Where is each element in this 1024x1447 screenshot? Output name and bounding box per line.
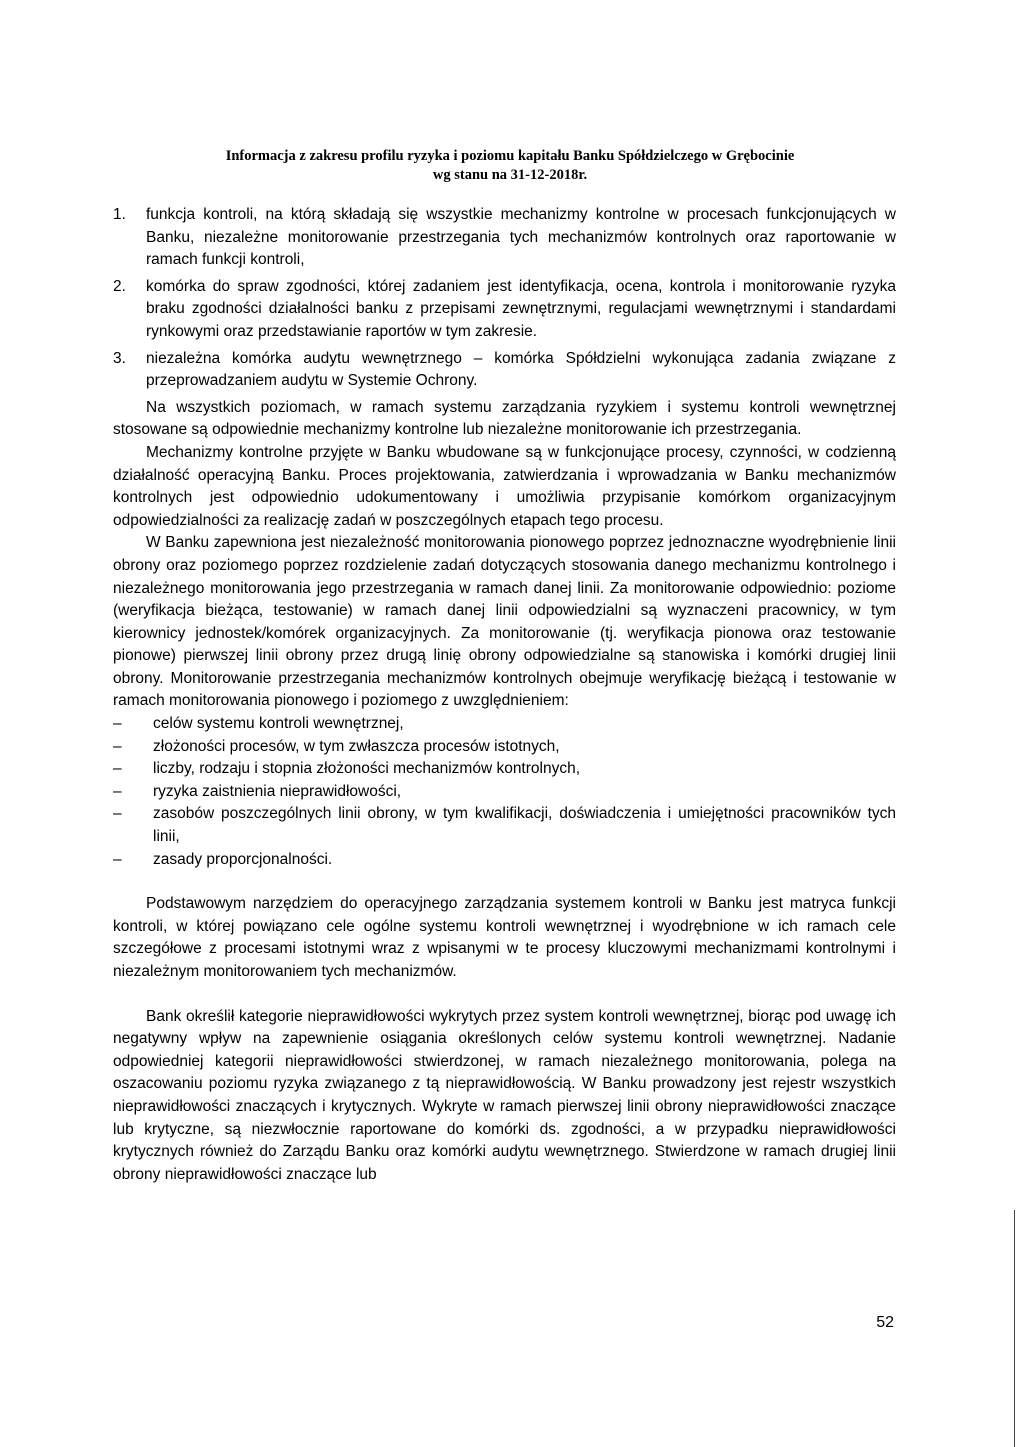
- paragraph-control-matrix: Podstawowym narzędziem do operacyjnego zarządzania systemem kontroli w Banku jest matryca funkcji kontroli, w której powiązano cele ogólne systemu kontroli wewnętrznej i wyodrębnione w ich ramach cele szczegółowe z procesami istotnymi wraz z wpisanymi w te procesy kluczowymi mechanizmami kontrolnymi i niezależnym monitorowaniem tych mechanizmów.: [113, 895, 896, 980]
- header-date: wg stanu na 31-12-2018r.: [432, 167, 588, 183]
- dash-list-item: [113, 803, 896, 848]
- list-item-text: niezależna komórka audytu wewnętrznego – komórka Spółdzielni wykonująca zadania związane z przeprowadzaniem audytu w Systemie Ochrony.: [146, 349, 896, 390]
- dash-bullet: –: [113, 760, 122, 778]
- dash-list: [113, 713, 896, 871]
- dash-list-item: [113, 781, 896, 804]
- dash-bullet: –: [113, 850, 122, 868]
- dash-list-item: [113, 713, 896, 736]
- dash-item-text: zasobów poszczególnych linii obrony, w tym kwalifikacji, doświadczenia i umiejętności pracowników tych linii,: [153, 805, 896, 846]
- scan-edge-line: [1014, 1210, 1015, 1447]
- list-item-number: 2.: [113, 277, 126, 295]
- dash-item-text: zasady proporcjonalności.: [153, 850, 333, 868]
- document-header: [160, 147, 860, 185]
- list-item-number: 3.: [113, 349, 126, 367]
- list-item-text: funkcja kontroli, na którą składają się wszystkie mechanizmy kontrolne w procesach funkcjonujących w Banku, niezależne monitorowanie przestrzegania tych mechanizmów kontrolnych oraz raportowanie w ramach funkcji kontroli,: [146, 206, 896, 269]
- dash-item-text: liczby, rodzaju i stopnia złożoności mechanizmów kontrolnych,: [153, 760, 581, 778]
- dash-item-text: celów systemu kontroli wewnętrznej,: [153, 715, 404, 733]
- paragraph-irregularities: Bank określił kategorie nieprawidłowości wykrytych przez system kontroli wewnętrznej, biorąc pod uwagę ich negatywny wpływ na zapewnienie osiągania określonych celów systemu kontroli wewnętrznej. Nadanie odpowiedniej kategorii nieprawidłowości stwierdzonej, w ramach niezależnego monitorowania, polega na oszacowaniu poziomu ryzyka związanego z tą nieprawidłowością. W Banku prowadzony jest rejestr wszystkich nieprawidłowości znaczących i krytycznych. Wykryte w ramach pierwszej linii obrony nieprawidłowości znaczące lub krytyczne, są niezwłocznie raportowane do komórki ds. zgodności, a w przypadku nieprawidłowości krytycznych również do Zarządu Banku oraz komórki audytu wewnętrznego. Stwierdzone w ramach drugiej linii obrony nieprawidłowości znaczące lub: [113, 1007, 896, 1183]
- dash-bullet: –: [113, 715, 122, 733]
- dash-bullet: –: [113, 782, 122, 800]
- dash-list-item: [113, 736, 896, 759]
- dash-list-item: [113, 758, 896, 781]
- dash-item-text: ryzyka zaistnienia nieprawidłowości,: [153, 782, 402, 800]
- paragraph-monitoring: W Banku zapewniona jest niezależność monitorowania pionowego poprzez jednoznaczne wyodrębnienie linii obrony oraz poziomego poprzez rozdzielenie zadań dotyczących stosowania danego mechanizmu kontrolnego i niezależnego monitorowania jego przestrzegania w ramach danej linii. Za monitorowanie odpowiednio: poziome (weryfikacja bieżąca, testowanie) w ramach danej linii odpowiedzialni są wyznaczeni pracownicy, w tym kierownicy jednostek/komórek organizacyjnych. Za monitorowanie (tj. weryfikacja pionowa oraz testowanie pionowe) pierwszej linii obrony przez drugą linię obrony odpowiedzialne są stanowiska i komórki drugiej linii obrony. Monitorowanie przestrzegania mechanizmów kontrolnych obejmuje weryfikację bieżącą i testowanie w ramach monitorowania pionowego i poziomego z uwzględnieniem:: [113, 534, 896, 710]
- header-title: Informacja z zakresu profilu ryzyka i poziomu kapitału Banku Spółdzielczego w Grębocinie: [225, 148, 795, 164]
- dash-list-item: [113, 849, 896, 872]
- list-item: [113, 276, 896, 344]
- list-item-text: komórka do spraw zgodności, której zadaniem jest identyfikacja, ocena, kontrola i monitorowanie ryzyka braku zgodności działalności banku z przepisami zewnętrznymi, regulacjami wewnętrznymi i standardami rynkowymi oraz przedstawianie raportów w tym zakresie.: [146, 277, 896, 340]
- list-item: [113, 348, 896, 393]
- paragraph-spacer: [113, 984, 896, 1006]
- paragraph-control-mechanisms: Mechanizmy kontrolne przyjęte w Banku wbudowane są w funkcjonujące procesy, czynności, w codzienną działalność operacyjną Banku. Proces projektowania, zatwierdzania i wprowadzania w Banku mechanizmów kontrolnych jest odpowiednio udokumentowany i umożliwia przypisanie komórkom organizacyjnym odpowiedzialności za realizację zadań w poszczególnych etapach tego procesu.: [113, 443, 896, 529]
- dash-item-text: złożoności procesów, w tym zwłaszcza procesów istotnych,: [153, 737, 560, 755]
- list-item: [113, 204, 896, 272]
- dash-bullet: –: [113, 737, 122, 755]
- paragraph-control-levels: Na wszystkich poziomach, w ramach systemu zarządzania ryzykiem i systemu kontroli wewnętrznej stosowane są odpowiednie mechanizmy kontrolne lub niezależne monitorowanie ich przestrzegania.: [113, 398, 896, 439]
- dash-bullet: –: [113, 805, 122, 823]
- page-number: 52: [876, 1314, 894, 1331]
- paragraph-spacer: [113, 871, 896, 893]
- list-item-number: 1.: [113, 206, 126, 223]
- document-body: [113, 204, 896, 1186]
